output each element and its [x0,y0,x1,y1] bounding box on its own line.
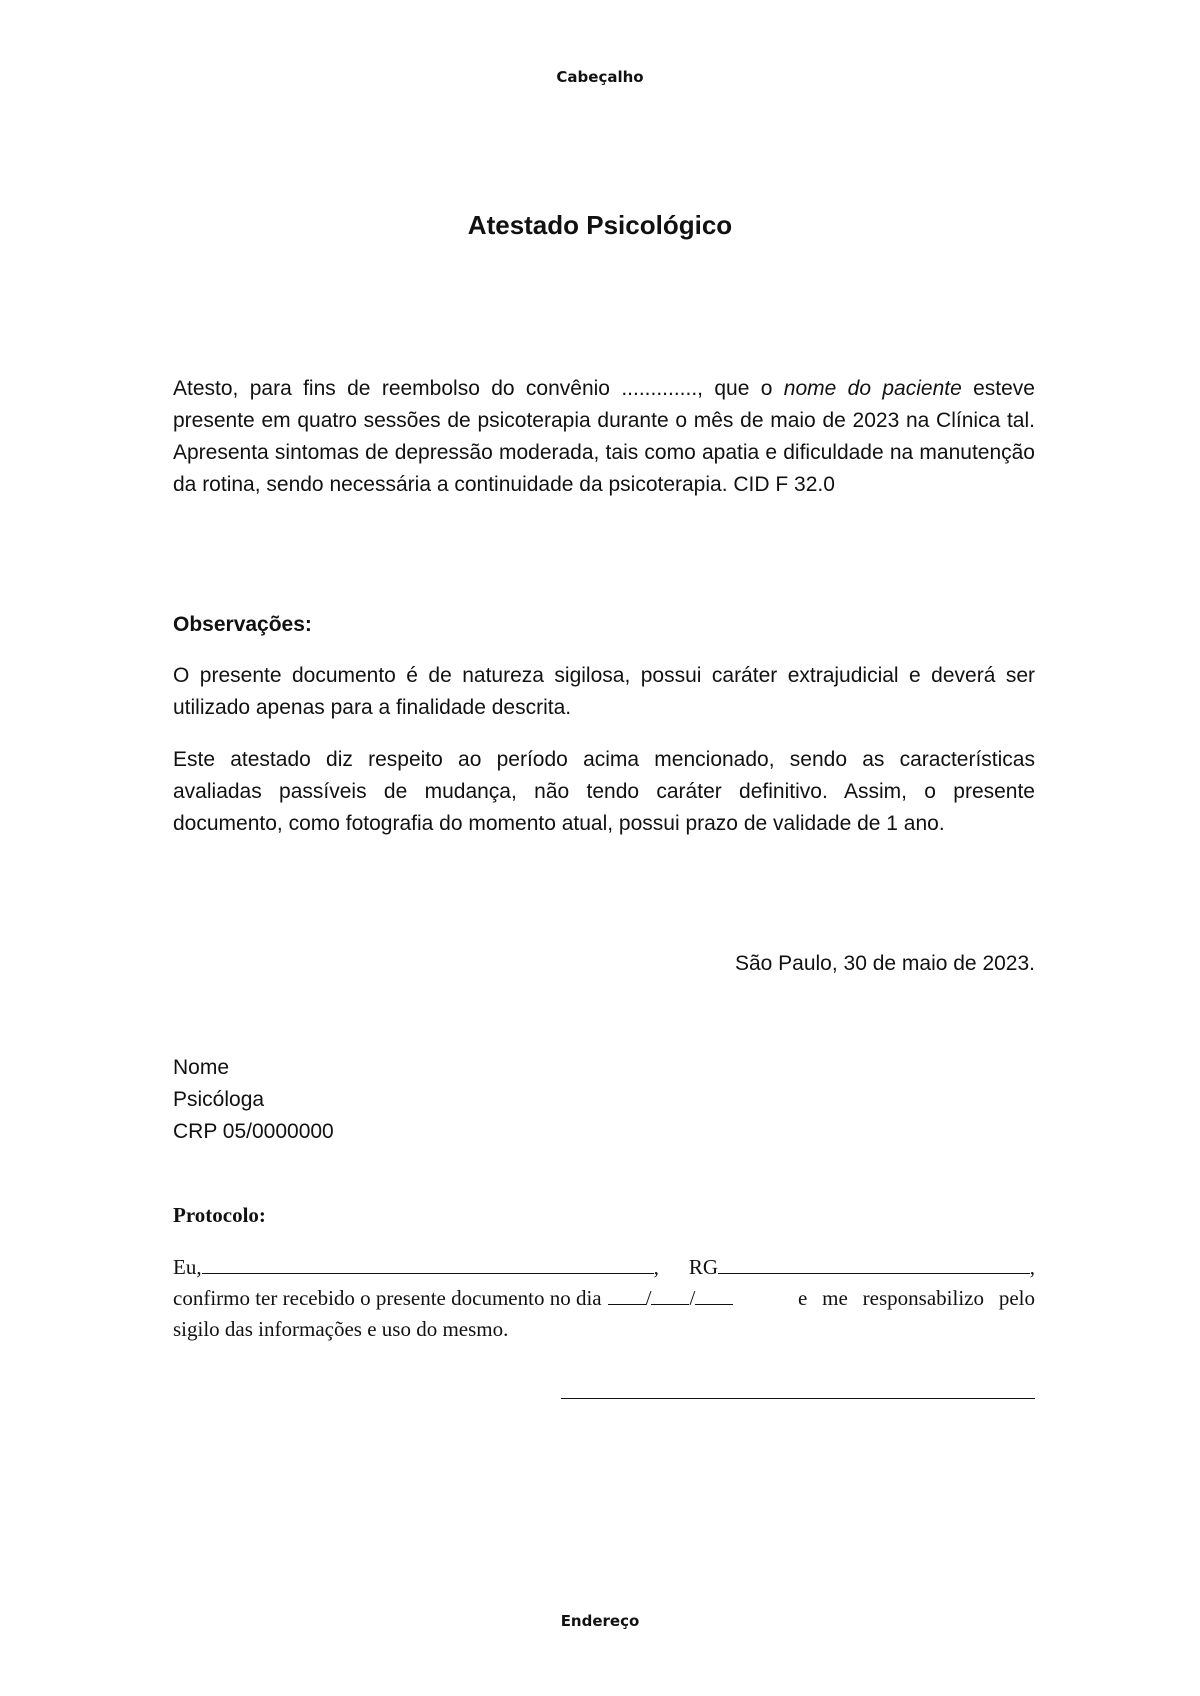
rg-blank-line [718,1255,1030,1274]
observation-paragraph-2: Este atestado diz respeito ao período acima mencionado, sendo as características avaliadas passíveis de mudança, não tendo caráter definitivo. Assim, o presente documento, como fotografia do momento atual, possui prazo de validade de 1 ano. [173,748,1035,835]
protocol-slash-1: / [645,1286,652,1310]
month-blank-line [651,1286,689,1305]
year-blank-line [695,1286,733,1305]
page-header: Cabeçalho [556,68,644,86]
protocol-rest: e me responsabilizo pelo sigilo das informações e uso do mesmo. [173,1286,1035,1341]
day-blank-line [608,1286,646,1305]
protocol-heading: Protocolo: [173,1203,266,1227]
attestation-text-part2: esteve presente em quatro sessões de psicoterapia durante o mês de maio de 2023 na Clínica tal. Apresenta sintomas de depressão moderada, tais como apatia e dificuldade na manutenção da rotina, sendo necessária a continuidade da psicoterapia. CID F 32.0 [173,377,1035,496]
attestation-text-part1: Atesto, para fins de reembolso do convênio ............., que o [173,377,784,400]
protocol-line-1 [173,1252,1035,1283]
observations-heading: Observações: [173,613,312,636]
place-date-line: São Paulo, 30 de maio de 2023. [734,952,1035,975]
protocol-comma-1: , [653,1255,659,1279]
protocol-confirm-text: confirmo ter recebido o presente documento no dia [173,1286,602,1310]
document-title: Atestado Psicológico [467,210,733,240]
patient-name-placeholder: nome do paciente [783,377,962,400]
recipient-signature-line [561,1398,1035,1399]
protocol-rg: RG [688,1255,719,1279]
protocol-eu: Eu, [173,1255,202,1279]
signer-role: Psicóloga [173,1088,265,1111]
name-blank-line [202,1255,654,1274]
page-footer: Endereço [560,1612,640,1630]
protocol-comma-2: , [1029,1255,1035,1279]
signer-crp: CRP 05/0000000 [173,1120,334,1143]
protocol-paragraph [173,1252,1035,1345]
signature-block [173,1052,1035,1148]
signer-name: Nome [173,1056,230,1079]
protocol-slash-2: / [689,1286,696,1310]
attestation-paragraph [173,373,1035,501]
observation-paragraph-1: O presente documento é de natureza sigilosa, possui caráter extrajudicial e deverá ser utilizado apenas para a finalidade descrita. [173,664,1035,719]
